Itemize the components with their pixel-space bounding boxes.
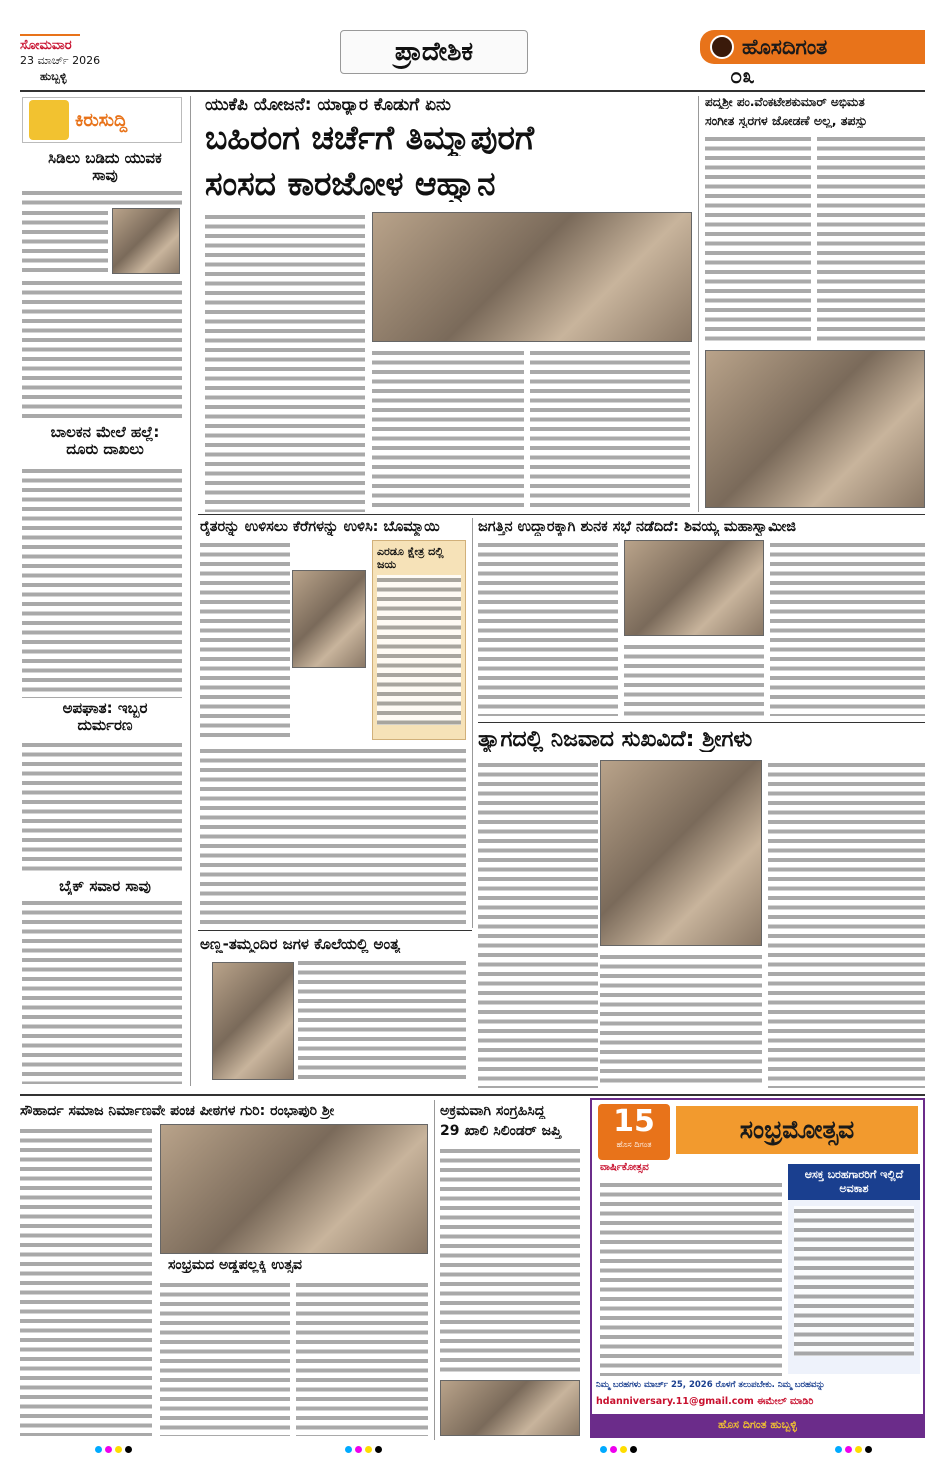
- right-photo: [705, 350, 925, 508]
- cylinder-photo: [440, 1380, 580, 1436]
- person-photo: [112, 208, 180, 274]
- right-body-1: [705, 134, 811, 344]
- kirusuddi-h4: ಬೈಕ್ ಸವಾರ ಸಾವು: [59, 878, 151, 895]
- bottom-body-3: [296, 1280, 428, 1436]
- kirusuddi-h2: ಬಾಲಕನ ಮೇಲೆ ಹಲ್ಲೆ: ದೂರು ದಾಖಲು: [50, 424, 160, 457]
- swamiji-photo: [624, 540, 764, 636]
- ad-brand: ಹೊಸ ದಿಗಂತ ಹುಬ್ಬಳ್ಳಿ: [718, 1418, 797, 1431]
- ad-footer: ನಿಮ್ಮ ಬರಹಗಳು ಮಾರ್ಚ್ 25, 2026 ರೊಳಗೆ ತಲುಪಬೇಕು. ನಿಮ್ಮ ಬರಹವನ್ನು: [596, 1380, 825, 1390]
- page-number: ೦೩: [730, 64, 755, 89]
- ad-brand-bar: [592, 1414, 923, 1436]
- lead-body-3: [530, 348, 690, 512]
- ad-badge-sub: ಹೊಸ ದಿಗಂತ: [616, 1140, 652, 1149]
- anniversary-ad: [590, 1098, 925, 1438]
- quote-box-title: ಎರಡೂ ಕ್ಷೇತ್ರ ದಲ್ಲಿ ಜಯ: [377, 545, 444, 572]
- quote-box-body: [377, 575, 461, 725]
- sri-photo: [600, 760, 762, 946]
- masthead-date: 23 ಮಾರ್ಚ್ 2026: [20, 54, 101, 67]
- lead-body-2: [372, 348, 524, 512]
- top-rule: [20, 90, 925, 92]
- right-headline-1: ಪದ್ಮಶ್ರೀ ಪಂ.ವೆಂಕಟೇಶಕುಮಾರ್ ಅಭಿಮತ: [705, 96, 865, 109]
- section-rule: [198, 930, 472, 931]
- ad-badge: [598, 1104, 670, 1160]
- registration-marks: [0, 1444, 945, 1456]
- kirusuddi-body-1a: [22, 188, 182, 206]
- kirusuddi-body-1c: [22, 278, 182, 420]
- logo-text: ಹೊಸದಿಗಂತ: [742, 34, 828, 59]
- logo-banner: [700, 30, 925, 64]
- quote-box: [372, 540, 466, 740]
- section-rule: [478, 722, 925, 723]
- ad-badge-number: 15: [613, 1104, 655, 1139]
- mid-body-8: [768, 760, 925, 1088]
- mid-body-5: [770, 540, 925, 716]
- utsava-photo: [160, 1124, 428, 1254]
- kirusuddi-header: [22, 97, 182, 143]
- mid-headline-4: ಅಣ್ಣ-ತಮ್ಮಂದಿರ ಜಗಳ ಕೊಲೆಯಲ್ಲಿ ಅಂತ್ಯ: [200, 936, 401, 953]
- ad-title-banner: [676, 1106, 918, 1154]
- bottom-rule: [20, 1094, 925, 1096]
- kirusuddi-h3: ಅಪಘಾತ: ಇಬ್ಬರ ದುರ್ಮರಣ: [62, 700, 148, 733]
- lead-body-1: [205, 212, 365, 512]
- utsava-caption: ಸಂಭ್ರಮದ ಅಡ್ಡಪಲ್ಲಕ್ಕಿ ಉತ್ಸವ: [168, 1258, 302, 1273]
- masthead-rule: [20, 34, 80, 36]
- mid-body-6: [478, 760, 598, 1088]
- kirusuddi-body-2: [22, 466, 182, 698]
- kirusuddi-h1: ಸಿಡಿಲು ಬಡಿದು ಯುವಕ ಸಾವು: [48, 150, 162, 183]
- col-divider: [472, 518, 473, 928]
- bottom-headline-2: ಅಕ್ರಮವಾಗಿ ಸಂಗ್ರಹಿಸಿದ್ದ: [440, 1104, 546, 1119]
- mid-body-3: [478, 540, 618, 716]
- victim-photo: [212, 962, 294, 1080]
- ad-side-box: [788, 1164, 920, 1374]
- section-title-text: ಪ್ರಾದೇಶಿಕ: [394, 36, 474, 67]
- lead-kicker: ಯುಕೆಪಿ ಯೋಜನೆ: ಯಾರ್‍ಯಾರ ಕೊಡುಗೆ ಏನು: [205, 96, 451, 115]
- kirusuddi-body-4: [22, 898, 182, 1084]
- section-title: [340, 30, 528, 74]
- bottom-headline-1: ಸೌಹಾರ್ದ ಸಮಾಜ ನಿರ್ಮಾಣವೇ ಪಂಚ ಪೀಠಗಳ ಗುರಿ: ರಂಭಾಪುರಿ ಶ್ರೀ: [20, 1104, 335, 1119]
- lead-photo: [372, 212, 692, 342]
- mid-body-9: [298, 958, 466, 1084]
- hand-icon: [29, 100, 69, 140]
- mid-body-7: [600, 952, 762, 1088]
- bottom-headline-3: 29 ಖಾಲಿ ಸಿಲಿಂಡರ್ ಜಪ್ತಿ: [440, 1124, 562, 1139]
- mid-headline-3: ತ್ಯಾಗದಲ್ಲಿ ನಿಜವಾದ ಸುಖವಿದೆ: ಶ್ರೀಗಳು: [478, 728, 753, 752]
- masthead-day: ಸೋಮವಾರ: [20, 38, 72, 53]
- mid-headline-1: ರೈತರನ್ನು ಉಳಿಸಲು ಕೆರೆಗಳನ್ನು ಉಳಿಸಿ: ಬೊಮ್ಮಾಯಿ: [200, 520, 440, 535]
- bottom-body-4: [440, 1146, 580, 1376]
- masthead-place: ಹುಬ್ಬಳ್ಳಿ: [40, 70, 67, 83]
- lead-headline-1: ಬಹಿರಂಗ ಚರ್ಚೆಗೆ ತಿಮ್ಮಾಪುರಗೆ: [205, 120, 535, 157]
- mid-body-4: [624, 642, 764, 716]
- ad-title: ಸಂಭ್ರಮೋತ್ಸವ: [739, 1115, 855, 1144]
- col-divider: [698, 96, 699, 512]
- bottom-body-1: [20, 1126, 152, 1436]
- kirusuddi-body-3: [22, 740, 182, 876]
- ad-body: [600, 1180, 782, 1376]
- mid-body-1: [200, 540, 290, 740]
- kirusuddi-label: ಕಿರುಸುದ್ದಿ: [75, 109, 128, 131]
- right-headline-2: ಸಂಗೀತ ಸ್ವರಗಳ ಜೋಡಣೆ ಅಲ್ಲ, ತಪಸ್ಸು: [705, 114, 868, 128]
- bottom-body-2: [160, 1280, 290, 1436]
- lead-headline-2: ಸಂಸದ ಕಾರಜೋಳ ಆಹ್ವಾನ: [205, 166, 496, 203]
- ad-side-body: [794, 1206, 914, 1356]
- mid-headline-2: ಜಗತ್ತಿನ ಉದ್ದಾರಕ್ಕಾಗಿ ಶುನಕ ಸಭೆ ನಡೆದಿದೆ: ಶಿವಯ್ಯ ಮಹಾಸ್ವಾಮೀಜಿ: [478, 520, 796, 535]
- kirusuddi-body-1b: [22, 208, 108, 274]
- bommai-photo: [292, 570, 366, 668]
- mid-body-2: [200, 746, 466, 926]
- ad-side-heading: ಆಸಕ್ತ ಬರಹಗಾರರಿಗೆ ಇಲ್ಲಿದೆ ಅವಕಾಶ: [788, 1164, 920, 1200]
- col-divider: [190, 96, 191, 1086]
- col-divider: [434, 1100, 435, 1440]
- ad-email: hdanniversary.11@gmail.com ಈಮೇಲ್ ಮಾಡಿರಿ: [596, 1396, 814, 1407]
- right-body-2: [817, 134, 925, 344]
- logo-icon: [710, 35, 734, 59]
- ad-anniv: ವಾರ್ಷಿಕೋತ್ಸವ: [600, 1162, 649, 1173]
- section-rule: [198, 514, 925, 515]
